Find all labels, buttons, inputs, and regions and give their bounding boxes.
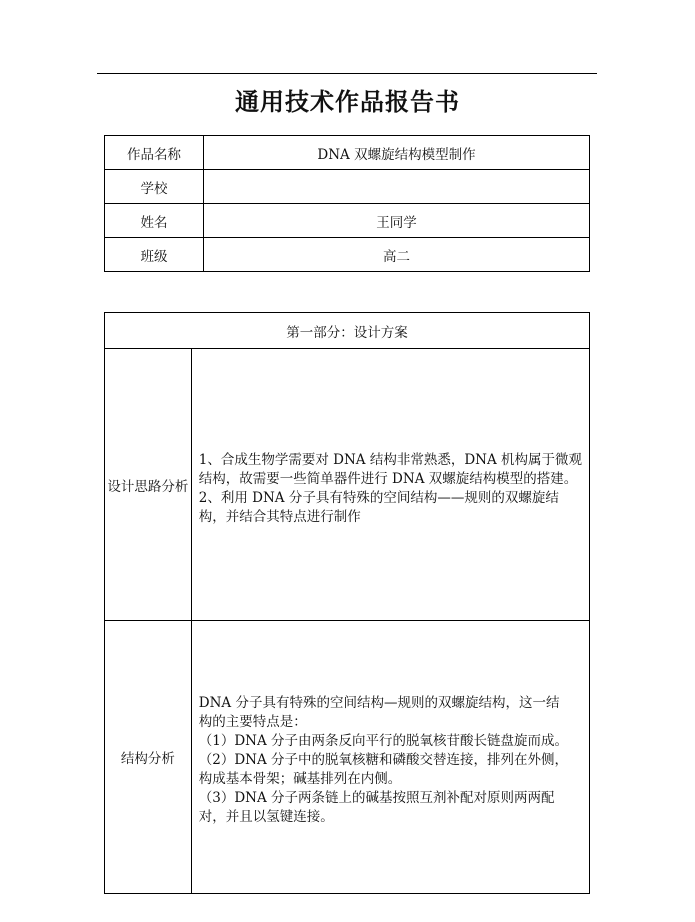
document-title: 通用技术作品报告书 xyxy=(235,88,460,116)
table-row xyxy=(105,204,590,238)
text-line: 构成基本骨架；碱基排列在内侧。 xyxy=(198,770,402,787)
text-line: 构，并结合其特点进行制作 xyxy=(198,508,361,525)
name-label: 姓名 xyxy=(105,204,204,238)
school-value xyxy=(204,170,590,204)
table-row xyxy=(105,349,590,621)
table-row xyxy=(105,313,590,349)
text-line: 构的主要特点是： xyxy=(198,713,307,730)
text-line: 1、合成生物学需要对 DNA 结构非常熟悉，DNA 机构属于微观 xyxy=(198,451,582,468)
table-row xyxy=(105,621,590,894)
top-divider-line xyxy=(97,73,597,74)
class-value: 高二 xyxy=(204,238,590,272)
text-line: DNA 分子具有特殊的空间结构—规则的双螺旋结构，这一结 xyxy=(198,694,560,711)
name-value: 王同学 xyxy=(204,204,590,238)
design-table xyxy=(104,312,590,894)
text-line: 结构，故需要一些简单器件进行 DNA 双螺旋结构模型的搭建。 xyxy=(198,470,578,487)
text-line: 对，并且以氢键连接。 xyxy=(198,808,334,825)
text-line: （3）DNA 分子两条链上的碱基按照互剂补配对原则两两配 xyxy=(198,789,555,806)
text-line: （2）DNA 分子中的脱氧核糖和磷酸交替连接，排列在外侧， xyxy=(198,751,569,768)
info-table xyxy=(104,135,590,272)
text-line: 2、利用 DNA 分子具有特殊的空间结构——规则的双螺旋结 xyxy=(198,489,559,506)
work-name-label: 作品名称 xyxy=(105,136,204,170)
table-row xyxy=(105,238,590,272)
structure-analysis-label: 结构分析 xyxy=(105,621,192,894)
class-label: 班级 xyxy=(105,238,204,272)
text-line: （1）DNA 分子由两条反向平行的脱氧核苷酸长链盘旋而成。 xyxy=(198,732,569,749)
work-name-value: DNA 双螺旋结构模型制作 xyxy=(204,136,590,170)
school-label: 学校 xyxy=(105,170,204,204)
design-analysis-content xyxy=(191,349,589,621)
table-row xyxy=(105,170,590,204)
structure-analysis-content xyxy=(191,621,589,894)
section-header: 第一部分：设计方案 xyxy=(105,313,590,349)
table-row xyxy=(105,136,590,170)
design-analysis-label: 设计思路分析 xyxy=(105,349,192,621)
